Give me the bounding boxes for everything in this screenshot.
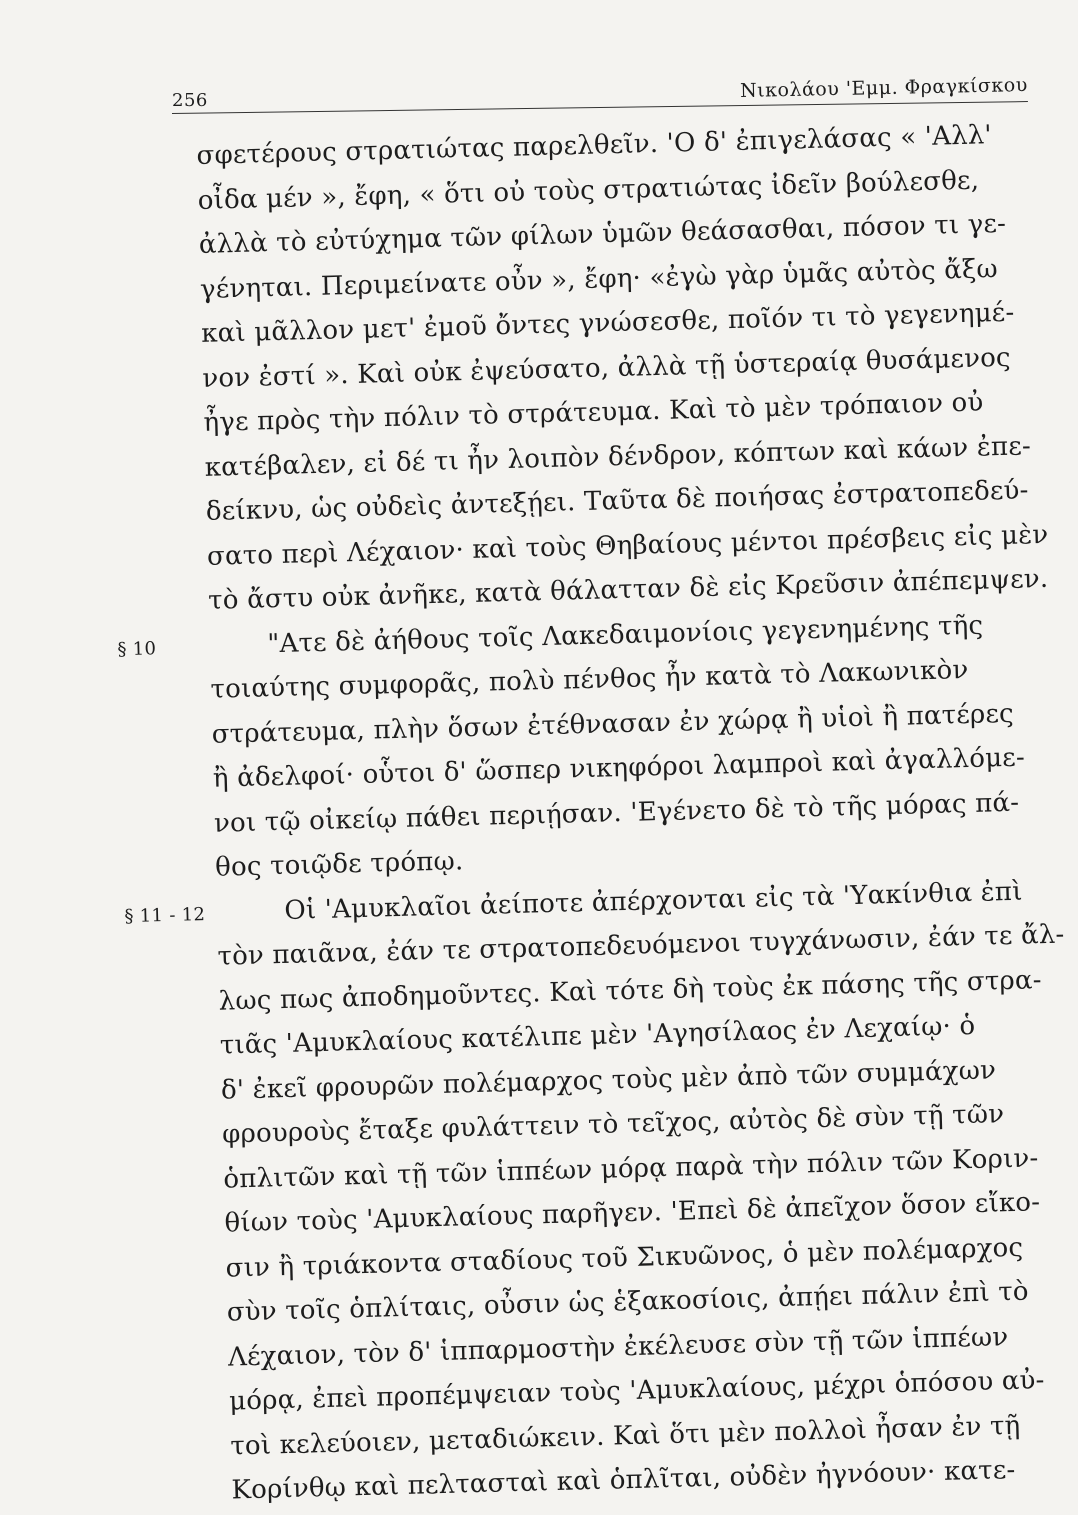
line-text: σὺν τοῖς ὁπλίταις, οὖσιν ὡς ἑξακοσίοις, ἀπῄει πάλιν ἐπὶ τὸ bbox=[226, 1276, 1030, 1328]
line-text: "Ατε δὲ ἀήθους τοῖς Λακεδαιμονίοις γεγενημένης τῆς bbox=[266, 610, 984, 659]
line-text: ἢ ἀδελφοί· οὗτοι δ' ὥσπερ νικηφόροι λαμπροὶ καὶ ἀγαλλόμε- bbox=[212, 742, 1026, 794]
line-text: ἦγε πρὸς τὴν πόλιν τὸ στράτευμα. Καὶ τὸ μὲν τρόπαιον οὐ bbox=[203, 387, 984, 438]
line-text: τοὶ κελεύοιεν, μεταδιώκειν. Καὶ ὅτι μὲν πολλοὶ ἦσαν ἐν τῇ bbox=[229, 1410, 1021, 1462]
line-text: οἶδα μέν », ἔφη, « ὅτι οὐ τοὺς στρατιώτας ἰδεῖν βούλεσθε, bbox=[197, 165, 980, 216]
line-text: Κορίνθῳ καὶ πελτασταὶ καὶ ὁπλῖται, οὐδὲν ἠγνόουν· κατε- bbox=[231, 1455, 1016, 1506]
line-text: Οἱ 'Αμυκλαῖοι ἀείποτε ἀπέρχονται εἰς τὰ 'Υακίνθια ἐπὶ bbox=[283, 876, 1023, 926]
line-text: νον ἐστί ». Καὶ οὐκ ἐψεύσατο, ἀλλὰ τῇ ὑστεραίᾳ θυσάμενος bbox=[202, 342, 1012, 394]
line-text: κατέβαλεν, εἰ δέ τι ἦν λοιπὸν δένδρον, κόπτων καὶ κάων ἐπε- bbox=[204, 430, 1032, 483]
line-text: ὁπλιτῶν καὶ τῇ τῶν ἱππέων μόρᾳ παρὰ τὴν πόλιν τῶν Κοριν- bbox=[222, 1142, 1039, 1195]
page-header bbox=[172, 70, 1038, 116]
running-title: Νικολάου 'Εμμ. Φραγκίσκου bbox=[740, 74, 1029, 103]
line-text: θος τοιῷδε τρόπῳ. bbox=[214, 846, 464, 883]
line-text: γένηται. Περιμείνατε οὖν », ἔφη· «ἐγὼ γὰρ ὑμᾶς αὐτὸς ἄξω bbox=[199, 253, 999, 305]
line-text: νοι τῷ οἰκείῳ πάθει περιῄσαν. 'Εγένετο δὲ τὸ τῆς μόρας πά- bbox=[213, 787, 1020, 839]
line-text: ἀλλὰ τὸ εὐτύχημα τῶν φίλων ὑμῶν θεάσασθαι, πόσον τι γε- bbox=[198, 208, 1007, 260]
line-text: δείκνυ, ὡς οὐδεὶς ἀντεξῄει. Ταῦτα δὲ ποιήσας ἐστρατοπεδεύ- bbox=[205, 475, 1029, 527]
line-text: δ' ἐκεῖ φρουρῶν πολέμαρχος τοὺς μὲν ἀπὸ τῶν συμμάχων bbox=[220, 1054, 997, 1106]
header-rule bbox=[172, 101, 1028, 114]
section-marker: § 10 bbox=[117, 637, 157, 660]
line-text: καὶ μᾶλλον μετ' ἐμοῦ ὄντες γνώσεσθε, ποῖόν τι τὸ γεγενημέ- bbox=[200, 297, 1015, 349]
line-text: λως πως ἀποδημοῦντες. Καὶ τότε δὴ τοὺς ἐκ πάσης τῆς στρα- bbox=[218, 964, 1043, 1017]
line-text: θίων τοὺς 'Αμυκλαίους παρῆγεν. 'Επεὶ δὲ ἀπεῖχον ὅσον εἴκο- bbox=[224, 1187, 1041, 1239]
line-text: μόρᾳ, ἐπεὶ προπέμψειαν τοὺς 'Αμυκλαίους, μέχρι ὁπόσου αὐ- bbox=[228, 1365, 1045, 1417]
page-number: 256 bbox=[172, 90, 208, 111]
line-text: σιν ἢ τριάκοντα σταδίους τοῦ Σικυῶνος, ὁ μὲν πολέμαρχος bbox=[225, 1232, 1024, 1284]
line-text: στράτευμα, πλὴν ὅσων ἐτέθνασαν ἐν χώρᾳ ἢ υἱοὶ ἢ πατέρες bbox=[211, 698, 1015, 750]
line-text: τὸν παιᾶνα, ἐάν τε στρατοπεδευόμενοι τυγχάνωσιν, ἐάν τε ἄλ- bbox=[217, 919, 1065, 972]
line-text: φρουροὺς ἔταξε φυλάττειν τὸ τεῖχος, αὐτὸς δὲ σὺν τῇ τῶν bbox=[221, 1099, 1005, 1150]
line-text: Λέχαιον, τὸν δ' ἱππαρμοστὴν ἐκέλευσε σὺν τῇ τῶν ἱππέων bbox=[227, 1321, 1009, 1373]
body-text bbox=[117, 112, 1078, 1513]
line-text: σατο περὶ Λέχαιον· καὶ τοὺς Θηβαίους μέντοι πρέσβεις εἰς μὲν bbox=[206, 519, 1049, 572]
section-marker: § 11 - 12 bbox=[124, 903, 206, 927]
line-text: τοιαύτης συμφορᾶς, πολὺ πένθος ἦν κατὰ τὸ Λακωνικὸν bbox=[210, 654, 969, 705]
line-text: σφετέρους στρατιώτας παρελθεῖν. 'Ο δ' ἐπιγελάσας « 'Αλλ' bbox=[196, 120, 993, 171]
line-text: τιᾶς 'Αμυκλαίους κατέλιπε μὲν 'Αγησίλαος ἐν Λεχαίῳ· ὁ bbox=[219, 1010, 976, 1061]
line-text: τὸ ἄστυ οὐκ ἀνῆκε, κατὰ θάλατταν δὲ εἰς Κρεῦσιν ἀπέπεμψεν. bbox=[207, 563, 1049, 616]
